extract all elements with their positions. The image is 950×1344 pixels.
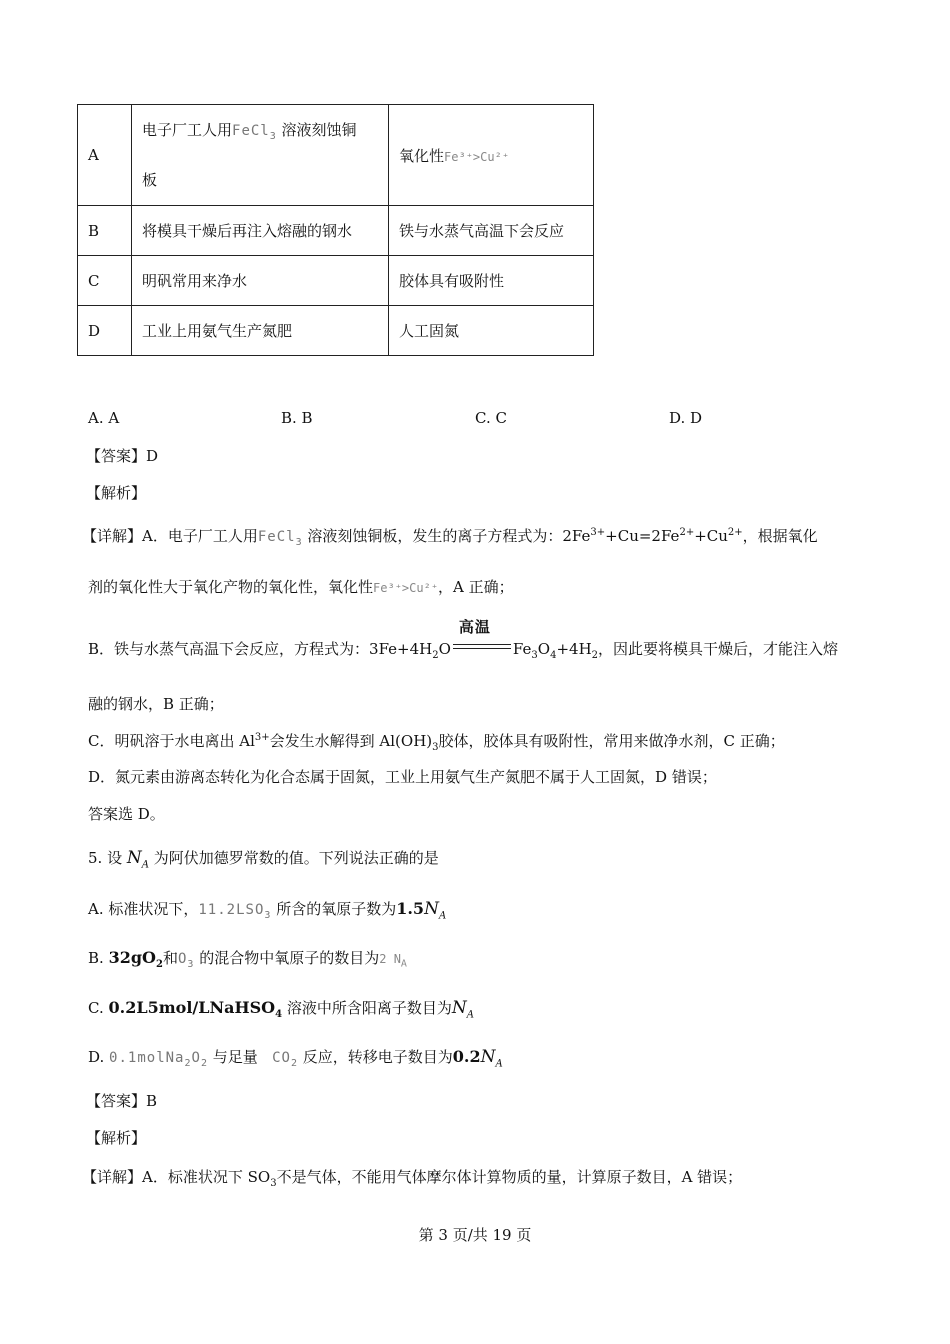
explanation-cell: 胶体具有吸附性 (389, 256, 594, 306)
q4-detail-b-line2: 融的钢水，B 正确； (88, 695, 224, 713)
q4-detail-a-line2: 剂的氧化性大于氧化产物的氧化性，氧化性Fe³⁺>Cu²⁺，A 正确； (88, 578, 514, 596)
explanation-cell (389, 105, 594, 206)
answer-label: 【答案】 (86, 1092, 147, 1110)
explanation-cell: 人工固氮 (389, 306, 594, 356)
q5-stem: 5. 设 $N_A$ 为阿伏加德罗常数的值。下列说法正确的是 (88, 848, 439, 871)
formula-so3: $11.2LSO_3$ (198, 902, 272, 921)
q5-option-b: B. $32gO_2$和$O_3$ 的混合物中氧原子的数目为2 $N_A$ (88, 948, 407, 971)
avogadro-2na: 2 $N_A$ (379, 952, 407, 970)
choice-b: B. B (281, 409, 313, 427)
avogadro-symbol: $N_A$ (424, 899, 447, 922)
q4-analysis-label: 【解析】 (86, 484, 147, 502)
explanation-cell: 铁与水蒸气高温下会反应 (389, 206, 594, 256)
row-label: B (78, 206, 132, 256)
formula-fe-cu: Fe³⁺>Cu²⁺ (444, 149, 510, 164)
q5-answer (86, 1090, 157, 1111)
formula-na2o2: $0.1molNa_2O_2$ (109, 1050, 208, 1069)
q4-detail-d: D．氮元素由游离态转化为化合态属于固氮，工业上用氨气生产氮肥不属于人工固氮，D 错误； (88, 768, 717, 786)
q4-detail-c: C．明矾溶于水电离出 $Al^{3+}$会发生水解得到 $Al(OH)_3$胶体，胶体具有吸附性，常用来做净水剂，C 正确； (88, 732, 785, 753)
q4-detail-b-line1: B．铁与水蒸气高温下会反应，方程式为：$3Fe+4H_2O$ 高温 $Fe_3O_4+4H_2$，因此要将模具干燥后，才能注入熔 (88, 618, 839, 661)
q5-option-a: A. 标准状况下，$11.2LSO_3$ 所含的氧原子数为$1.5N_A$ (88, 899, 447, 922)
q4-conclusion: 答案选 D。 (88, 805, 165, 823)
table-row (78, 105, 594, 206)
choice-d: D. D (669, 409, 703, 427)
operation-text-cont2: 板 (142, 171, 158, 190)
operation-cell: 工业上用氨气生产氮肥 (132, 306, 389, 356)
explanation-text: 氧化性 (399, 146, 445, 165)
formula-fecl3: FeCl$_3$ (232, 122, 277, 142)
page-footer: 第 3 页/共 19 页 (418, 1226, 532, 1244)
choice-c: C. C (475, 409, 507, 427)
answer-label: 【答案】 (86, 447, 147, 465)
row-label: C (78, 256, 132, 306)
operation-text: 电子厂工人用 (142, 120, 233, 139)
row-label: A (78, 105, 132, 206)
q4-answer (86, 445, 158, 466)
formula-o2: $32gO_2$ (108, 948, 163, 971)
answer-value: D (146, 447, 159, 465)
table-row (78, 306, 594, 356)
reaction-condition: 高温 (453, 642, 511, 658)
table-row (78, 256, 594, 306)
table-row (78, 206, 594, 256)
q5-option-d: D. $0.1molNa_2O_2$ 与足量 $CO_2$ 反应，转移电子数目为$0.2N_A$ (88, 1047, 503, 1070)
q5-option-c: C. 0.2L5mol/LNaHSO$_4$ 溶液中所含阳离子数目为$N_A$ (88, 998, 474, 1021)
answer-value: B (146, 1092, 158, 1110)
operation-text-cont: 溶液刻蚀铜 (281, 120, 357, 139)
choice-a: A. A (88, 409, 120, 427)
operation-cell: 将模具干燥后再注入熔融的钢水 (132, 206, 389, 256)
row-label: D (78, 306, 132, 356)
formula-co2: $CO_2$ (272, 1050, 298, 1069)
avogadro-symbol: $N_A$ (126, 848, 149, 871)
formula-fe-cu: Fe³⁺>Cu²⁺ (373, 581, 439, 595)
q5-detail-a: 【详解】A．标准状况下 $SO_3$不是气体，不能用气体摩尔体计算物质的量，计算原子数目，A 错误； (82, 1168, 743, 1189)
q5-analysis-label: 【解析】 (86, 1129, 147, 1147)
formula-nahso4: 0.2L5mol/LNaHSO$_4$ (108, 998, 283, 1021)
formula-fecl3: FeCl$_3$ (257, 529, 303, 548)
operation-cell (132, 105, 389, 206)
avogadro-symbol: $N_A$ (480, 1047, 503, 1070)
operation-cell: 明矾常用来净水 (132, 256, 389, 306)
q4-detail-a-line1: 【详解】A．电子厂工人用FeCl$_3$ 溶液刻蚀铜板，发生的离子方程式为：$2Fe^{3+}+Cu=2Fe^{2+}+Cu^{2+}$，根据氧化 (82, 527, 818, 548)
formula-o3: $O_3$ (177, 951, 195, 970)
options-table (77, 104, 594, 356)
avogadro-symbol: $N_A$ (451, 998, 474, 1021)
detail-label: 【详解】 (82, 527, 143, 545)
detail-label: 【详解】 (82, 1168, 143, 1186)
